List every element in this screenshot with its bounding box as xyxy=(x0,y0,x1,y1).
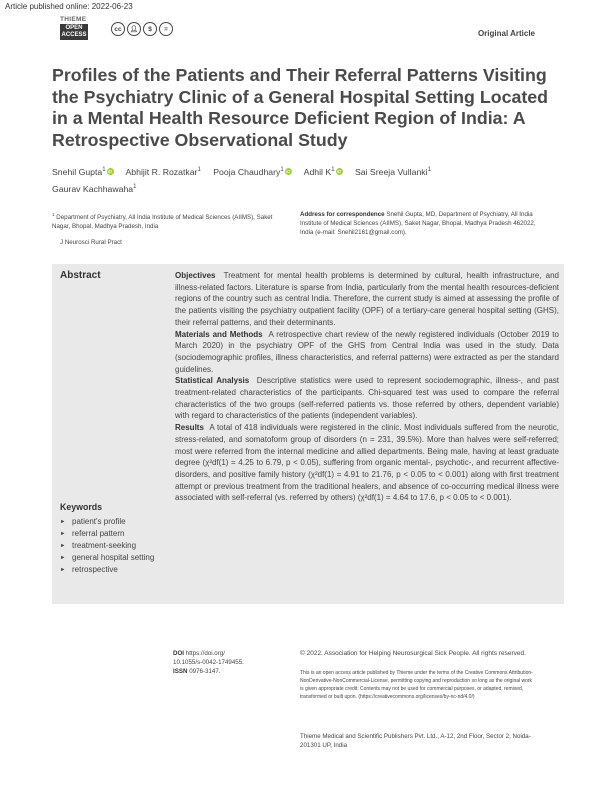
issn-label: ISSN xyxy=(173,668,188,676)
keyword-item: ► referral pattern xyxy=(60,528,155,540)
journal-name: J Neurosci Rural Pract xyxy=(60,239,122,246)
keyword-list xyxy=(60,516,155,576)
correspondence-label: Address for correspondence xyxy=(300,211,385,218)
logo-thieme-text: THIEME xyxy=(60,16,87,23)
abstract-results: Results A total of 418 individuals were registered in the clinic. Most individuals suffered from the neurotic, stress-related, and somatoform group of disorders (n = 231, 39.5%). More than halves were self-referred; most were referred from the internal medicine and allied departments. Being male, having at least graduate degree (χ²df(1) = 4.25 to 6.79, p < 0.05), suffering from organic mental-, psychotic-, and recurrent affective-disorders, and positive family history (χ²df(1) = 4.91 to 21.76, p < 0.05 to < 0.001) along with first treatment attempt or previous treatment from the traditional healers, and absence of co-occurring medical illness were associated with self-referral (vs. referred by others) (χ²df(1) = 4.64 to 17.6, p < 0.05 to < 0.001). xyxy=(175,423,559,503)
orcid-icon[interactable]: iD xyxy=(286,168,291,174)
author: Pooja Chaudhary$^1$ iD xyxy=(213,166,291,177)
keyword-item: ► general hospital setting xyxy=(60,552,155,564)
article-type: Original Article xyxy=(477,29,535,38)
issn-value: 0976-3147. xyxy=(189,668,221,676)
logo-open-access-block xyxy=(60,24,88,40)
publisher-address: Thieme Medical and Scientific Publishers Pvt. Ltd., A-12, 2nd Floor, Sector 2, Noida-201301 UP, India xyxy=(300,733,531,750)
correspondence-address: Address for correspondence Snehil Gupta, MD, Department of Psychiatry, All India Institute of Medical Sciences (AIIMS), Saket Nagar, Bhopal, Madhya Pradesh 462022, India (e-mail: Snehil2161@gmail.com). xyxy=(300,211,536,237)
article-title: Profiles of the Patients and Their Referral Patterns Visiting the Psychiatry Clinic of a General Hospital Setting Located in a Mental Health Resource Deficient Region of India: A Retrospective Observational Study xyxy=(52,65,549,150)
copyright-notice: © 2022. Association for Helping Neurosurgical Sick People. All rights reserved. xyxy=(300,650,526,657)
author: Gaurav Kachhawaha$^1$ xyxy=(52,183,137,194)
author: Snehil Gupta$^1$ iD xyxy=(52,166,113,177)
doi-label: DOI xyxy=(173,650,185,657)
author: Adhil $K^1$ iD xyxy=(303,166,342,177)
abstract-methods: Materials and Methods A retrospective chart review of the newly registered individuals (October 2019 to March 2020) in the psychiatry OPF of the GHS from Central India was used in the study. Data (sociodemographic profiles, illness characteristics, and referral patterns) were extracted as per the standard guidelines. xyxy=(175,329,559,374)
keyword-item: ► retrospective xyxy=(60,564,155,576)
doi-block xyxy=(173,649,278,677)
affiliation: $^1$ Department of Psychiatry, All India Institute of Medical Sciences (AIIMS), Saket Nagar, Bhopal, Madhya Pradesh, India xyxy=(52,212,273,231)
keyword-item: ► patient's profile xyxy=(60,516,155,528)
author: Sai Sreeja Vullanki$^1$ xyxy=(354,166,431,177)
abstract-objectives: Objectives Treatment for mental health problems is determined by cultural, health infrastructure, and illness-related factors. Literature is sparse from India, particularly from the mental health resources-deficient regions of the country such as central India. Therefore, the current study is aimed at assessing the profile of the patients visiting the psychiatry outpatient facility (OPF) of a tertiary-care general hospital setting (GHS), their referral patterns, and their determinants. xyxy=(175,271,559,327)
abstract-statistics: Statistical Analysis Descriptive statistics were used to represent sociodemographic, illness-, and past treatment-related characteristics of the participants. Chi-squared test was used to compare the referral characteristics of the two groups (self-referred patients vs. those referred by others, dependent variable) with regard to characteristics of the patients (independent variables). xyxy=(175,376,560,421)
abstract-heading: Abstract xyxy=(60,270,101,281)
orcid-icon[interactable]: iD xyxy=(336,168,342,174)
author: Abhijit R. Rozatkar$^1$ xyxy=(125,166,201,177)
orcid-icon[interactable]: iD xyxy=(107,168,113,174)
nc-icon: $ xyxy=(143,22,157,36)
license-text: This is an open access article published by Thieme under the terms of the Creative Commons Attribution-NonDerivative-NonCommercial-License, permitting copying and reproduction so long as the original work is given appropriate credit. Contents may not be used for commercial purposes, or adapted, remixed, transformed or built upon. (https://creativecommons.org/licenses/by-nc-nd/4.0/) xyxy=(300,670,533,700)
cc-icon: cc xyxy=(111,22,125,36)
doi-link[interactable]: https://doi.org/ xyxy=(185,650,225,657)
creative-commons-badges xyxy=(111,22,173,36)
thieme-open-access-logo xyxy=(60,16,90,40)
logo-access-text: ACCESS xyxy=(61,32,87,38)
abstract-body xyxy=(175,270,559,504)
doi-id: 10.1055/s-0042-1749455. xyxy=(173,659,244,667)
keyword-item: ► treatment-seeking xyxy=(60,540,155,552)
logo-open-text: OPEN xyxy=(65,25,83,31)
author-list xyxy=(52,163,552,197)
keywords-heading: Keywords xyxy=(60,502,103,512)
by-icon: 👤︎ xyxy=(127,22,141,36)
nd-icon: = xyxy=(159,22,173,36)
published-date: Article published online: 2022-06-23 xyxy=(5,2,133,11)
